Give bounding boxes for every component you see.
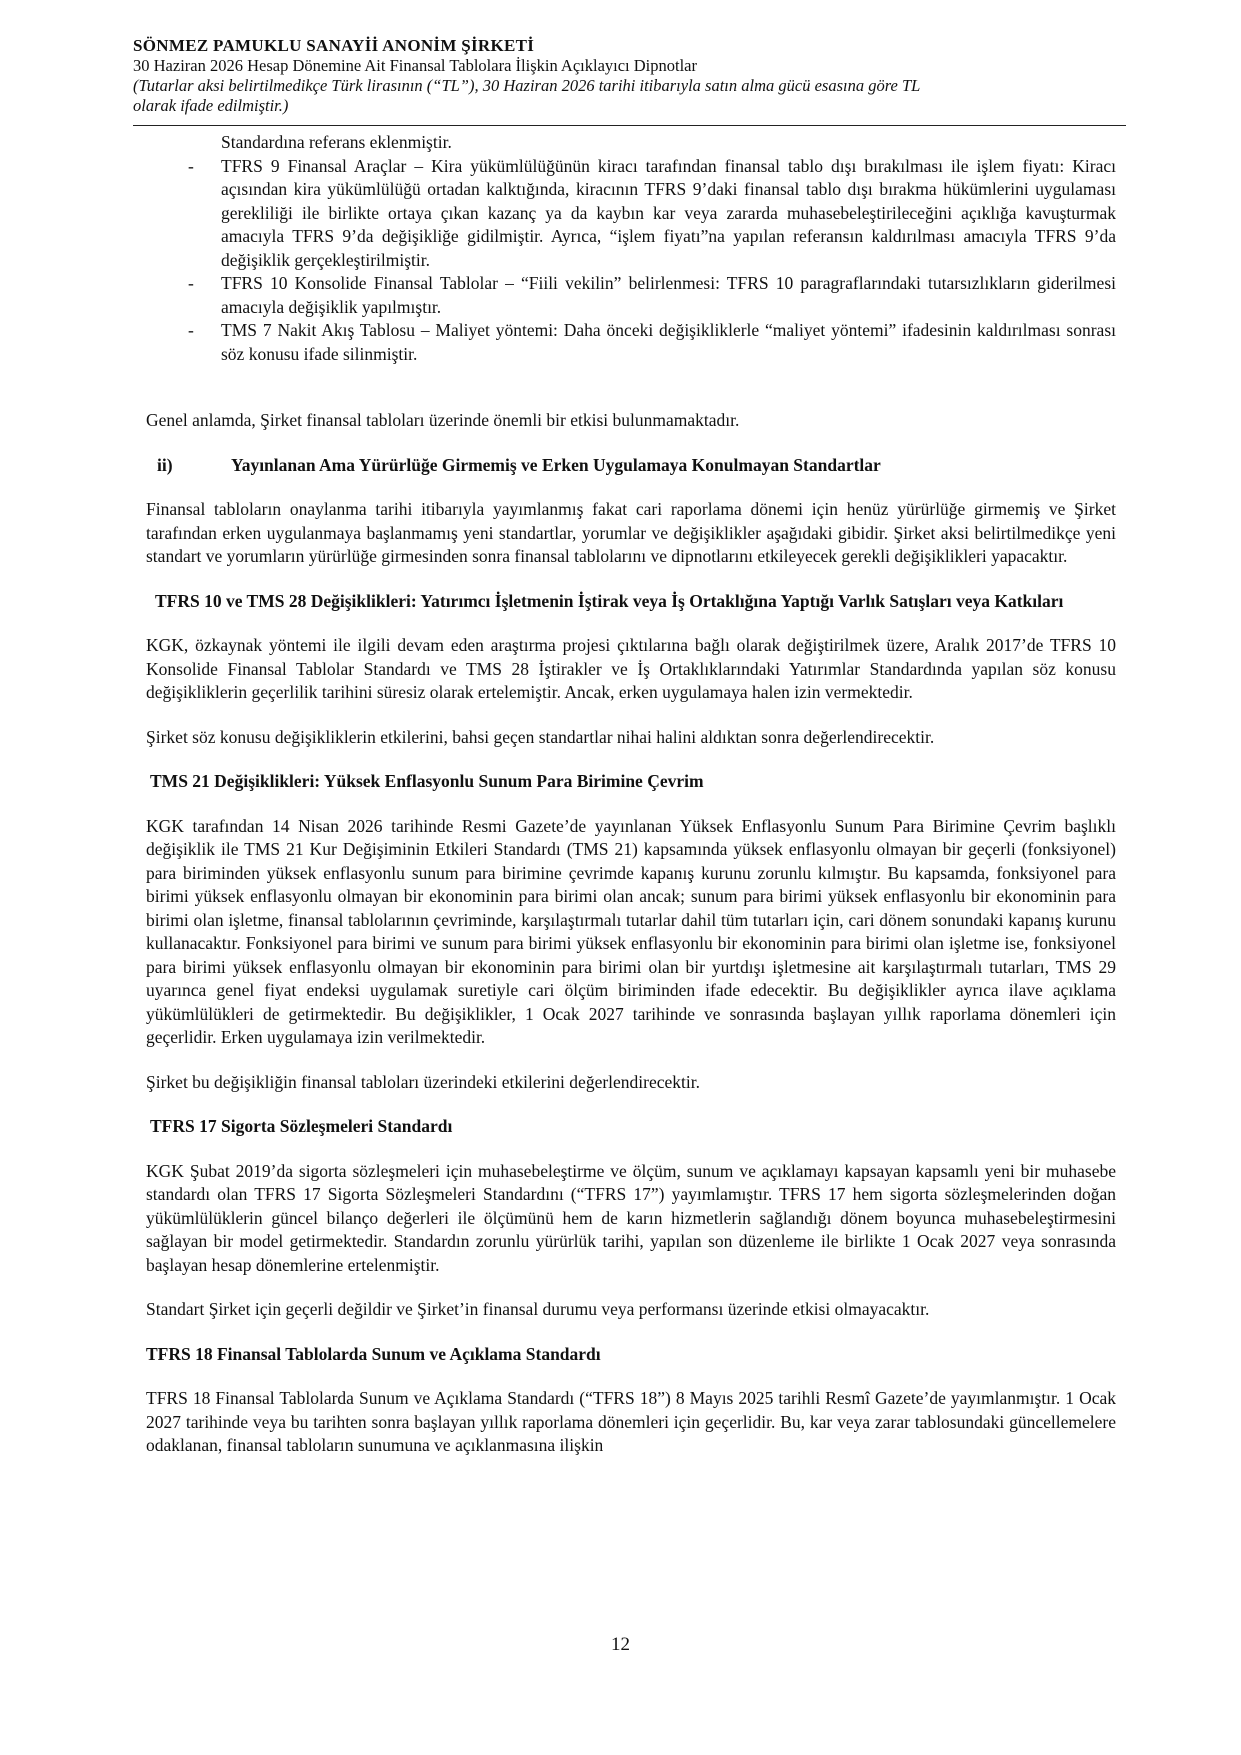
company-name: SÖNMEZ PAMUKLU SANAYİİ ANONİM ŞİRKETİ — [133, 36, 535, 55]
section-ii-intro: Finansal tabloların onaylanma tarihi itibarıyla yayımlanmış fakat cari raporlama dönemi için henüz yürürlüğe girmemiş ve Şirket tarafından erken uygulanmaya başlanmamış yeni standartlar, yorumlar ve değişiklikler aşağıdaki gibidir. Şirket aksi belirtilmedikçe yeni standart ve yorumların yürürlüğe girmesinden sonra finansal tablolarını ve dipnotlarını etkileyecek gerekli değişiklikleri yapacaktır. — [146, 499, 1116, 566]
section-title: Yayınlanan Ama Yürürlüğe Girmemiş ve Erken Uygulamaya Konulmayan Standartlar — [231, 454, 881, 475]
tfrs17-paragraph-2: Standart Şirket için geçerli değildir ve Şirket’in finansal durumu veya performansı üzerinde etkisi olmayacaktır. — [146, 1299, 930, 1319]
tfrs17-paragraph-1: KGK Şubat 2019’da sigorta sözleşmeleri için muhasebeleştirme ve ölçüm, sunum ve açıklamayı kapsayan kapsamlı yeni bir muhasebe standardı olan TFRS 17 Sigorta Sözleşmeleri Standardını (“TFRS 17”) yayımlamıştır. TFRS 17 hem sigorta sözleşmelerinden doğan yükümlülüklerin güncel bilanço değerleri ile ölçümünü hem de karın hizmetlerin sağlandığı dönem boyunca muhasebeleştirmesini sağlayan bir model getirmektedir. Standardın zorunlu yürürlük tarihi, yapılan son düzenleme ile birlikte 1 Ocak 2027 veya sonrasında başlayan hesap dönemlerine ertelenmiştir. — [146, 1160, 1116, 1275]
tfrs10-paragraph-1: KGK, özkaynak yöntemi ile ilgili devam eden araştırma projesi çıktılarına bağlı olarak değiştirilmek üzere, Aralık 2017’de TFRS 10 Konsolide Finansal Tablolar Standardı ve TMS 28 İştirakler ve İş Ortaklıklarındaki Yatırımlar Standardında yapılan söz konusu değişikliklerin geçerlilik tarihini süresiz olarak ertelemiştir. Ancak, erken uygulamaya halen izin vermektedir. — [146, 635, 1116, 702]
list-item — [146, 319, 1116, 366]
tfrs10-heading: TFRS 10 ve TMS 28 Değişiklikleri: Yatırımcı İşletmenin İştirak veya İş Ortaklığına Yaptığı Varlık Satışları veya Katkıları — [155, 590, 1064, 611]
page-content — [146, 131, 1116, 1458]
tms21-paragraph-1: KGK tarafından 14 Nisan 2026 tarihinde Resmi Gazete’de yayınlanan Yüksek Enflasyonlu Sunum Para Birimine Çevrim başlıklı değişiklik ile TMS 21 Kur Değişiminin Etkileri Standardı (TMS 21) kapsamında yüksek enflasyonlu olmayan bir geçerli (fonksiyonel) para biriminden yüksek enflasyonlu sunum para birimine çevrimde kapanış kurunu zorunlu kılmıştır. Bu kapsamda, fonksiyonel para birimi yüksek enflasyonlu olmayan bir ekonominin para birimi olan ancak; sunum para birimi yüksek enflasyonlu bir ekonominin para birimi olan işletme, finansal tablolarının çevriminde, karşılaştırmalı tutarlar dahil tüm tutarları için, cari dönem sonundaki kapanış kurunu kullanacaktır. Fonksiyonel para birimi ve sunum para birimi yüksek enflasyonlu bir ekonominin para birimi olan işletme ise, fonksiyonel para birimi yüksek enflasyonlu olmayan bir ekonominin para birimi olan bir yurtdışı işletmesine ait karşılaştırmalı tutarları, TMS 29 uyarınca genel fiyat endeksi uygulamak suretiyle cari ölçüm biriminden ifade edecektir. Bu değişiklikler ayrıca ilave açıklama yükümlülükleri de getirmektedir. Bu değişiklikler, 1 Ocak 2027 tarihinde ve sonrasında başlayan yıllık raporlama dönemleri için geçerlidir. Erken uygulamaya izin verilmektedir. — [146, 815, 1116, 1047]
general-statement: Genel anlamda, Şirket finansal tabloları üzerinde önemli bir etkisi bulunmamaktadır. — [146, 410, 740, 430]
list-item-text: TFRS 9 Finansal Araçlar – Kira yükümlülüğünün kiracı tarafından finansal tablo dışı bırakılması ile işlem fiyatı: Kiracı açısından kira yükümlülüğü ortadan kalktığında, kiracının TFRS 9’daki finansal tablo dışı bırakma hükümlerini uygulaması gerekliliği ile birlikte ortaya çıkan kazanç ya da kaybın kar veya zararda muhasebeleştirileceğini açıklığa kavuşturmak amacıyla TFRS 9’da değişikliğe gidilmiştir. Ayrıca, “işlem fiyatı”na yapılan referansın kaldırılması amacıyla TFRS 9’da değişiklik gerçekleştirilmiştir. — [221, 155, 1116, 270]
list-dash: - — [188, 155, 194, 176]
tfrs18-heading: TFRS 18 Finansal Tablolarda Sunum ve Açıklama Standardı — [146, 1343, 601, 1364]
list-item-text: TMS 7 Nakit Akış Tablosu – Maliyet yöntemi: Daha önceki değişikliklerle “maliyet yöntemi” ifadesinin kaldırılması sonrası söz konusu ifade silinmiştir. — [221, 320, 1116, 364]
section-number: ii) — [157, 454, 173, 475]
list-item — [146, 272, 1116, 319]
list-dash: - — [188, 320, 194, 340]
amendment-list — [146, 155, 1116, 367]
page-number: 12 — [611, 1634, 630, 1655]
list-item-text: TFRS 10 Konsolide Finansal Tablolar – “Fiili vekilin” belirlenmesi: TFRS 10 paragraflarındaki tutarsızlıkların giderilmesi amacıyla değişiklik yapılmıştır. — [221, 273, 1116, 317]
document-subtitle: 30 Haziran 2026 Hesap Dönemine Ait Finansal Tablolara İlişkin Açıklayıcı Dipnotlar — [133, 56, 697, 75]
continued-text: Standardına referans eklenmiştir. — [221, 132, 452, 152]
page-header — [133, 36, 1118, 116]
tms21-heading: TMS 21 Değişiklikleri: Yüksek Enflasyonlu Sunum Para Birimine Çevrim — [150, 771, 704, 791]
currency-note-line2: olarak ifade edilmiştir.) — [133, 96, 289, 115]
section-ii-heading — [146, 454, 1116, 478]
list-dash: - — [188, 273, 194, 293]
tms21-paragraph-2: Şirket bu değişikliğin finansal tabloları üzerindeki etkilerini değerlendirecektir. — [146, 1071, 700, 1092]
header-divider — [133, 125, 1126, 126]
tfrs10-paragraph-2: Şirket söz konusu değişikliklerin etkilerini, bahsi geçen standartlar nihai halini aldıktan sonra değerlendirecektir. — [146, 726, 935, 747]
tfrs17-heading: TFRS 17 Sigorta Sözleşmeleri Standardı — [150, 1116, 453, 1136]
list-item — [146, 155, 1116, 273]
currency-note-line1: (Tutarlar aksi belirtilmedikçe Türk lirasının (“TL”), 30 Haziran 2026 tarihi itibarıyla satın alma gücü esasına göre TL — [133, 76, 921, 95]
tfrs18-paragraph-1: TFRS 18 Finansal Tablolarda Sunum ve Açıklama Standardı (“TFRS 18”) 8 Mayıs 2025 tarihli Resmî Gazete’de yayımlanmıştır. 1 Ocak 2027 tarihinde veya bu tarihten sonra başlayan yıllık raporlama dönemleri için geçerlidir. Bu, kar veya zarar tablosundaki güncellemelere odaklanan, finansal tabloların sunumuna ve açıklanmasına ilişkin — [146, 1388, 1116, 1455]
